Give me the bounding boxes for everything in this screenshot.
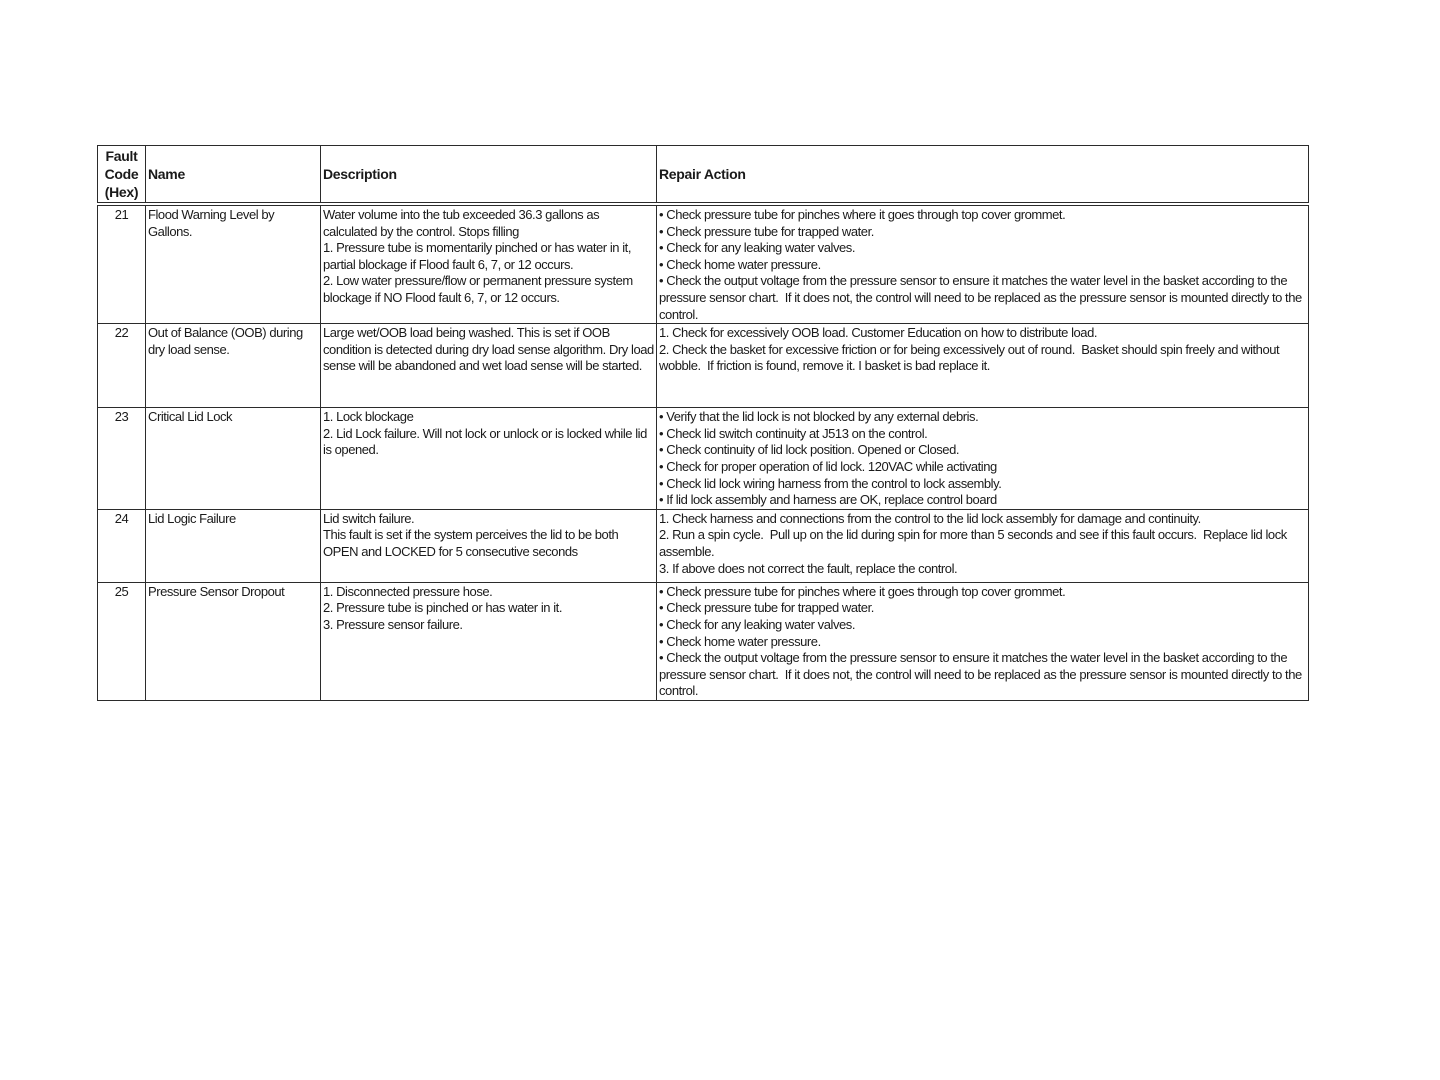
table-body (98, 204, 1309, 700)
repair-line: 1. Check harness and connections from the control to the lid lock assembly for damage and continuity. (659, 510, 1201, 526)
fault-description-cell (321, 324, 657, 408)
fault-code-cell: 25 (98, 582, 146, 700)
repair-line: • Check home water pressure. (659, 633, 821, 649)
fault-code-cell: 23 (98, 408, 146, 510)
repair-line: • Check pressure tube for trapped water. (659, 600, 874, 616)
repair-line: • Check the output voltage from the pressure sensor to ensure it matches the water level in the basket according to the pressure sensor chart. If it does not, the control will need to be replaced as the pressure sensor is mounted directly to the control. (659, 273, 1305, 322)
repair-action-cell (657, 582, 1309, 700)
header-repair-action: Repair Action (657, 146, 1309, 205)
repair-action-cell (657, 509, 1309, 582)
fault-name-cell: Flood Warning Level by Gallons. (146, 204, 321, 324)
fault-name-cell: Critical Lid Lock (146, 408, 321, 510)
fault-description-cell (321, 408, 657, 510)
fault-code-cell: 24 (98, 509, 146, 582)
description-line: 3. Pressure sensor failure. (323, 616, 463, 632)
description-line: 2. Low water pressure/flow or permanent pressure system blockage if NO Flood fault 6, 7, or 12 occurs. (323, 273, 636, 305)
repair-line: • Check pressure tube for pinches where it goes through top cover grommet. (659, 583, 1066, 599)
repair-line: • Check pressure tube for trapped water. (659, 223, 874, 239)
fault-name-cell: Pressure Sensor Dropout (146, 582, 321, 700)
repair-action-cell (657, 204, 1309, 324)
table-row (98, 509, 1309, 582)
repair-line: • Check pressure tube for pinches where it goes through top cover grommet. (659, 207, 1066, 222)
repair-line: • Check home water pressure. (659, 256, 821, 272)
repair-line: • Check lid lock wiring harness from the control to lock assembly. (659, 475, 1002, 491)
repair-line: • Check for any leaking water valves. (659, 240, 855, 256)
repair-line: • Check the output voltage from the pressure sensor to ensure it matches the water level in the basket according to the pressure sensor chart. If it does not, the control will need to be replaced as the pressure sensor is mounted directly to the control. (659, 650, 1305, 699)
fault-code-sheet (97, 145, 1308, 701)
description-line: 1. Lock blockage (323, 409, 414, 425)
fault-description-cell (321, 582, 657, 700)
table-row (98, 204, 1309, 324)
header-fault-code-line: Code (104, 166, 139, 182)
repair-line: • Check lid switch continuity at J513 on the control. (659, 425, 928, 441)
fault-name-cell: Out of Balance (OOB) during dry load sense. (146, 324, 321, 408)
repair-line: 3. If above does not correct the fault, replace the control. (659, 560, 958, 576)
description-line: 1. Disconnected pressure hose. (323, 583, 493, 599)
repair-action-cell (657, 408, 1309, 510)
table-row (98, 408, 1309, 510)
repair-line: • Check for proper operation of lid lock. 120VAC while activating (659, 458, 997, 474)
description-line: 2. Lid Lock failure. Will not lock or unlock or is locked while lid is opened. (323, 425, 651, 458)
repair-line: • Check for any leaking water valves. (659, 616, 855, 632)
fault-name-cell: Lid Logic Failure (146, 509, 321, 582)
header-description: Description (321, 146, 657, 205)
fault-code-cell: 22 (98, 324, 146, 408)
table-row (98, 324, 1309, 408)
fault-description-cell (321, 204, 657, 324)
header-fault-code-line: Fault (105, 148, 138, 164)
description-line: 1. Pressure tube is momentarily pinched or has water in it, partial blockage if Flood fault 6, 7, or 12 occurs. (323, 240, 635, 272)
table-header (98, 146, 1309, 205)
repair-line: • Verify that the lid lock is not blocked by any external debris. (659, 409, 979, 425)
repair-line: • If lid lock assembly and harness are OK, replace control board (659, 492, 997, 508)
description-line: This fault is set if the system perceives the lid to be both OPEN and LOCKED for 5 consecutive seconds (323, 527, 622, 559)
header-name: Name (146, 146, 321, 205)
fault-code-table (97, 145, 1309, 701)
table-row (98, 582, 1309, 700)
description-line: Large wet/OOB load being washed. This is set if OOB condition is detected during dry load sense algorithm. Dry load sense will be abandoned and wet load sense will be started. (323, 325, 657, 374)
header-fault-code-line: (Hex) (104, 184, 139, 200)
fault-code-cell: 21 (98, 204, 146, 324)
description-line: Lid switch failure. (323, 510, 415, 526)
header-fault-code (98, 146, 146, 205)
repair-action-cell (657, 324, 1309, 408)
description-line: 2. Pressure tube is pinched or has water in it. (323, 600, 562, 616)
repair-line: 2. Run a spin cycle. Pull up on the lid during spin for more than 5 seconds and see if this fault occurs. Replace lid lock assemble. (659, 527, 1290, 559)
repair-line: • Check continuity of lid lock position. Opened or Closed. (659, 442, 960, 458)
repair-line: 2. Check the basket for excessive friction or for being excessively out of round. Basket should spin freely and without wobble. If friction is found, remove it. I basket is bad replace it. (659, 341, 1283, 374)
header-row (98, 146, 1309, 205)
repair-line: 1. Check for excessively OOB load. Customer Education on how to distribute load. (659, 325, 1098, 341)
description-line: Water volume into the tub exceeded 36.3 gallons as calculated by the control. Stops filling (323, 207, 603, 239)
fault-description-cell (321, 509, 657, 582)
